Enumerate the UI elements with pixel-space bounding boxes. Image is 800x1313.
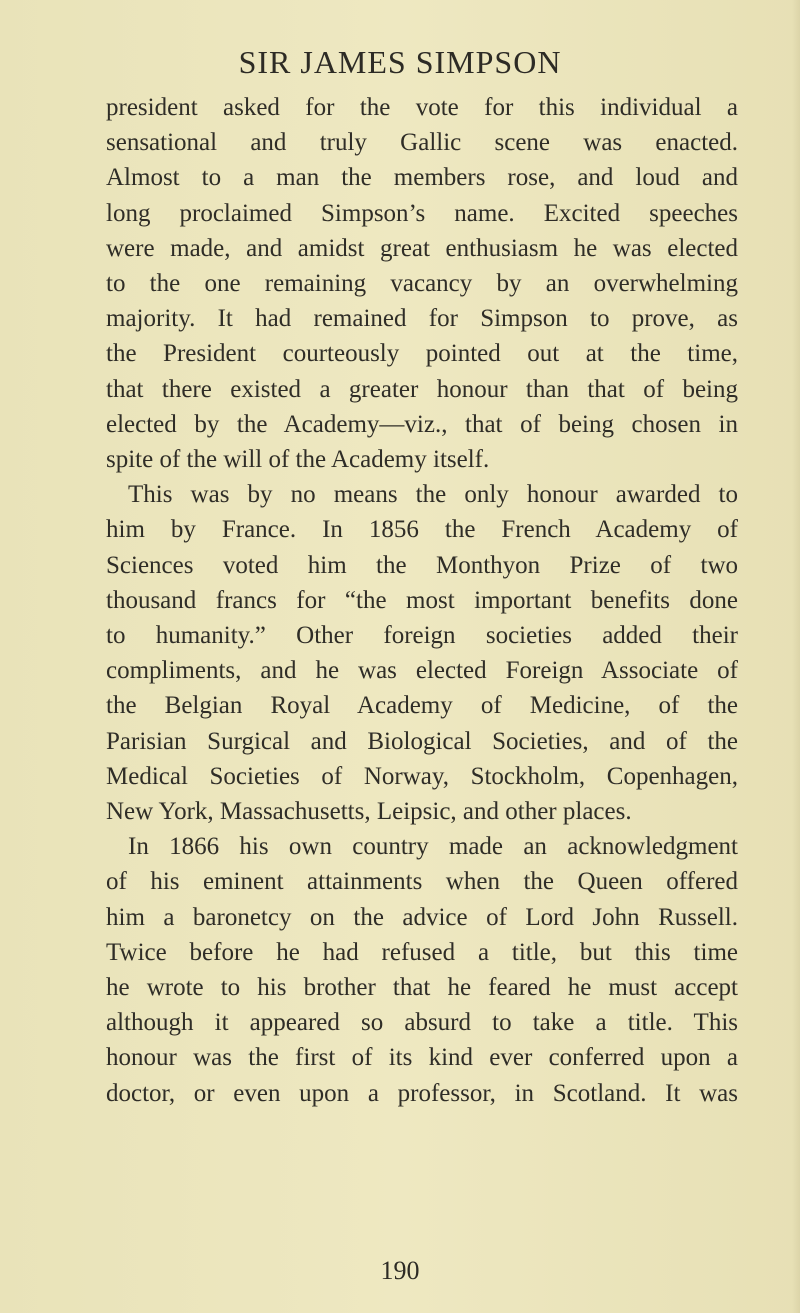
text-line: were made, and amidst great enthusiasm he was elected xyxy=(106,234,738,262)
text-line: majority. It had remained for Simpson to prove, as xyxy=(106,305,738,333)
text-line: the President courteously pointed out at the time, xyxy=(106,340,738,368)
text-line: In 1866 his own country made an acknowledgment xyxy=(128,833,738,861)
text-line: sensational and truly Gallic scene was enacted. xyxy=(106,129,738,157)
running-head: SIR JAMES SIMPSON xyxy=(238,44,562,80)
text-line: spite of the will of the Academy itself. xyxy=(106,446,490,474)
text-line: Parisian Surgical and Biological Societies, and of the xyxy=(106,727,738,755)
text-line: elected by the Academy—viz., that of being chosen in xyxy=(106,410,738,438)
text-line: Twice before he had refused a title, but this time xyxy=(106,938,738,966)
text-line: Almost to a man the members rose, and loud and xyxy=(106,164,738,192)
text-line: doctor, or even upon a professor, in Scotland. It was xyxy=(106,1079,738,1107)
text-line: long proclaimed Simpson’s name. Excited speeches xyxy=(106,199,738,227)
body-text xyxy=(106,90,738,1111)
page-edge-shadow xyxy=(792,0,800,1313)
text-line: New York, Massachusetts, Leipsic, and other places. xyxy=(106,798,632,826)
text-line: president asked for the vote for this individual a xyxy=(106,94,738,121)
text-line: of his eminent attainments when the Queen offered xyxy=(106,868,738,896)
text-line: honour was the first of its kind ever conferred upon a xyxy=(106,1044,738,1072)
text-line: him a baronetcy on the advice of Lord John Russell. xyxy=(106,903,738,931)
page-number: 190 xyxy=(380,1256,420,1285)
text-line: him by France. In 1856 the French Academy of xyxy=(106,516,738,544)
text-line: This was by no means the only honour awarded to xyxy=(128,481,738,509)
text-line: he wrote to his brother that he feared he must accept xyxy=(106,974,738,1002)
text-line: Medical Societies of Norway, Stockholm, Copenhagen, xyxy=(106,762,738,790)
text-line: to humanity.” Other foreign societies added their xyxy=(106,622,738,650)
text-line: thousand francs for “the most important benefits done xyxy=(106,586,738,614)
text-line: although it appeared so absurd to take a title. This xyxy=(106,1009,738,1037)
text-line: compliments, and he was elected Foreign Associate of xyxy=(106,657,738,685)
text-line: Sciences voted him the Monthyon Prize of two xyxy=(106,551,738,579)
text-line: that there existed a greater honour than that of being xyxy=(106,375,738,403)
text-line: the Belgian Royal Academy of Medicine, of the xyxy=(106,692,738,720)
text-line: to the one remaining vacancy by an overwhelming xyxy=(106,270,738,298)
